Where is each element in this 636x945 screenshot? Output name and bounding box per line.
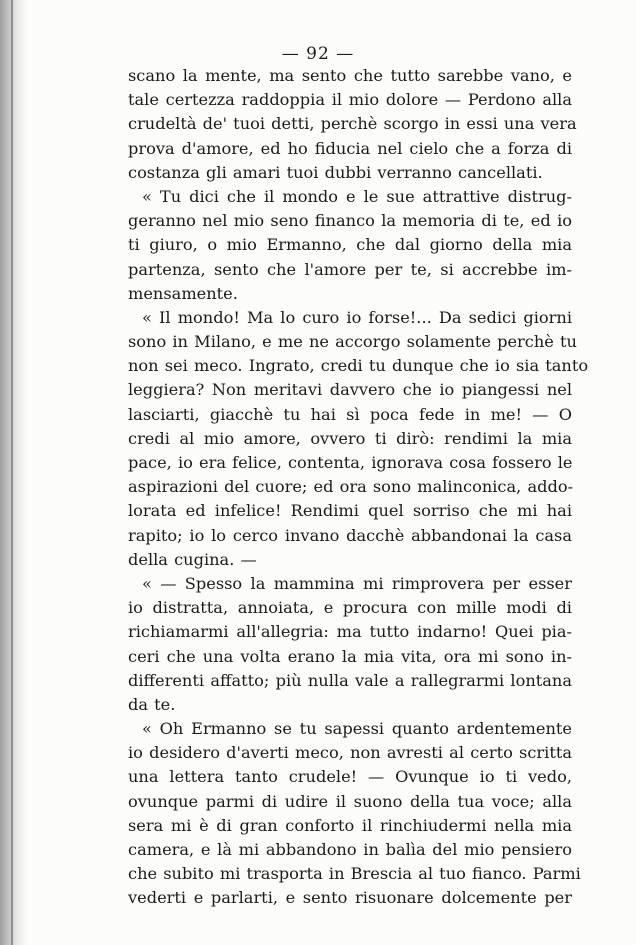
text-line: partenza, sento che l'amore per te, si accrebbe im-	[128, 259, 572, 279]
text-line: leggiera? Non meritavi davvero che io piangessi nel	[128, 380, 572, 400]
text-line: « Il mondo! Ma lo curo io forse!... Da sedici giorni	[142, 307, 572, 327]
text-line: scano la mente, ma sento che tutto sarebbe vano, e	[128, 66, 572, 85]
text-line: della cugina. —	[128, 549, 257, 569]
text-line: ti giuro, o mio Ermanno, che dal giorno della mia	[128, 235, 572, 255]
text-line: tale certezza raddoppia il mio dolore — Perdono alla	[128, 90, 572, 110]
text-line: credi al mio amore, ovvero ti dirò: rendimi la mia	[128, 428, 572, 448]
text-line: io desidero d'averti meco, non avresti al certo scritta	[128, 743, 572, 763]
text-line: geranno nel mio seno financo la memoria di te, ed io	[128, 211, 572, 231]
text-line: crudeltà de' tuoi detti, perchè scorgo in essi una vera	[128, 114, 577, 134]
text-line: mensamente.	[128, 283, 238, 303]
text-line: aspirazioni del cuore; ed ora sono malinconica, addo-	[128, 477, 574, 497]
body-text	[128, 64, 589, 911]
binding-edge	[11, 0, 13, 945]
text-line: ovunque parmi di udire il suono della tua voce; alla	[128, 791, 572, 811]
text-line: ceri che una volta erano la mia vita, ora mi sono in-	[128, 646, 572, 666]
text-line: rapito; io lo cerco invano dacchè abbandonai la casa	[128, 525, 572, 545]
text-line: che subito mi trasporta in Brescia al tuo fianco. Parmi	[128, 864, 581, 884]
binding-shadow	[0, 0, 28, 945]
text-line: io distratta, annoiata, e procura con mille modi di	[128, 598, 572, 618]
text-line: « Oh Ermanno se tu sapessi quanto ardentemente	[142, 719, 572, 739]
text-line: non sei meco. Ingrato, credi tu dunque che io sia tanto	[128, 356, 589, 376]
text-line: lasciarti, giacchè tu hai sì poca fede in me! — O	[128, 404, 572, 424]
page-number: — 92 —	[281, 44, 355, 64]
text-line: « Tu dici che il mondo e le sue attrattive distrug-	[142, 186, 572, 206]
text-line: costanza gli amari tuoi dubbi verranno cancellati.	[128, 162, 543, 182]
text-line: una lettera tanto crudele! — Ovunque io ti vedo,	[128, 767, 572, 787]
text-line: lorata ed infelice! Rendimi quel sorriso che mi hai	[128, 501, 572, 521]
text-line: vederti e parlarti, e sento risuonare dolcemente per	[128, 888, 572, 908]
text-line: camera, e là mi abbandono in balìa del mio pensiero	[128, 840, 572, 859]
text-line: prova d'amore, ed ho fiducia nel cielo che a forza di	[128, 138, 572, 158]
text-line: da te.	[128, 694, 176, 714]
text-line: pace, io era felice, contenta, ignorava cosa fossero le	[128, 453, 573, 472]
text-line: sono in Milano, e me ne accorgo solamente perchè tu	[128, 332, 577, 352]
text-line: richiamarmi all'allegria: ma tutto indarno! Quei pia-	[128, 622, 572, 642]
text-line: « — Spesso la mammina mi rimprovera per esser	[142, 573, 572, 593]
text-line: differenti affatto; più nulla vale a rallegrarmi lontana	[128, 670, 572, 690]
text-line: sera mi è di gran conforto il rinchiudermi nella mia	[128, 815, 572, 835]
